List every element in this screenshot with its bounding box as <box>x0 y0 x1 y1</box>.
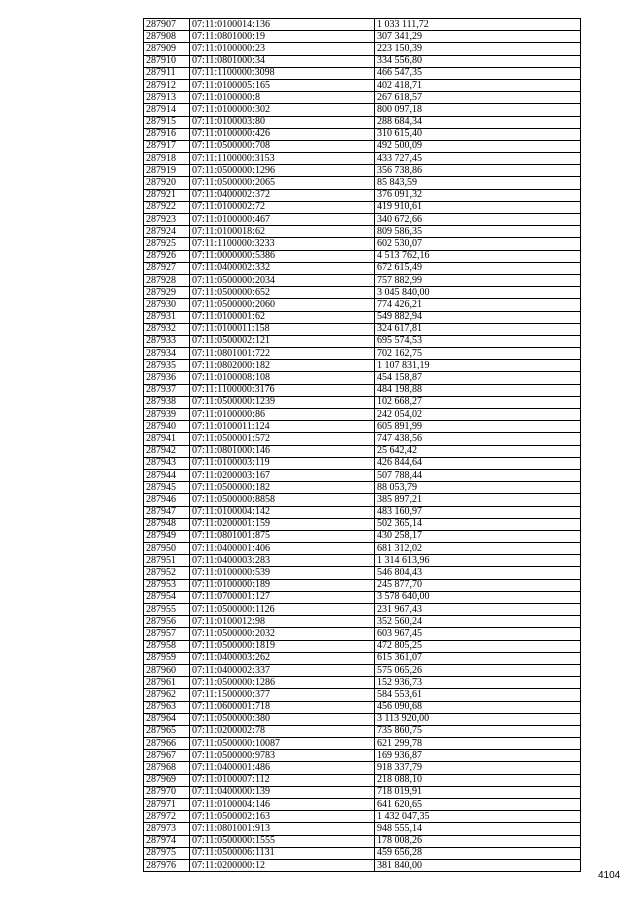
table-row <box>144 214 581 226</box>
cadastral-number-cell: 07:11:0000000:5386 <box>190 250 375 262</box>
table-row <box>144 189 581 201</box>
table-row <box>144 421 581 433</box>
row-number-cell: 287921 <box>144 189 190 201</box>
cadastral-value-cell: 324 617,81 <box>375 323 581 335</box>
cadastral-value-cell: 152 936,73 <box>375 677 581 689</box>
table-row <box>144 725 581 737</box>
table-row <box>144 579 581 591</box>
cadastral-number-cell: 07:11:0200003:167 <box>190 469 375 481</box>
cadastral-value-cell: 702 162,75 <box>375 348 581 360</box>
table-row <box>144 323 581 335</box>
cadastral-value-cell: 430 258,17 <box>375 530 581 542</box>
cadastral-number-cell: 07:11:0801001:875 <box>190 530 375 542</box>
cadastral-number-cell: 07:11:0500001:572 <box>190 433 375 445</box>
cadastral-number-cell: 07:11:0100007:112 <box>190 774 375 786</box>
table-row <box>144 238 581 250</box>
table-row <box>144 311 581 323</box>
cadastral-value-cell: 419 910,61 <box>375 201 581 213</box>
row-number-cell: 287939 <box>144 409 190 421</box>
cadastral-value-cell: 3 578 640,00 <box>375 591 581 603</box>
cadastral-value-cell: 385 897,21 <box>375 494 581 506</box>
cadastral-value-cell: 4 513 762,16 <box>375 250 581 262</box>
cadastral-number-cell: 07:11:0500000:1555 <box>190 835 375 847</box>
cadastral-value-cell: 381 840,00 <box>375 859 581 871</box>
cadastral-number-cell: 07:11:0100002:72 <box>190 201 375 213</box>
cadastral-value-cell: 3 045 840,00 <box>375 287 581 299</box>
cadastral-value-cell: 681 312,02 <box>375 543 581 555</box>
cadastral-number-cell: 07:11:0100004:146 <box>190 799 375 811</box>
cadastral-number-cell: 07:11:0100000:189 <box>190 579 375 591</box>
cadastral-number-cell: 07:11:0700001:127 <box>190 591 375 603</box>
table-row <box>144 799 581 811</box>
row-number-cell: 287948 <box>144 518 190 530</box>
cadastral-value-cell: 459 656,28 <box>375 847 581 859</box>
row-number-cell: 287923 <box>144 214 190 226</box>
cadastral-number-cell: 07:11:0500000:2065 <box>190 177 375 189</box>
table-row <box>144 652 581 664</box>
cadastral-number-cell: 07:11:0500002:121 <box>190 335 375 347</box>
table-row <box>144 433 581 445</box>
cadastral-number-cell: 07:11:0100000:86 <box>190 409 375 421</box>
table-row <box>144 128 581 140</box>
row-number-cell: 287957 <box>144 628 190 640</box>
cadastral-value-cell: 242 054,02 <box>375 409 581 421</box>
cadastral-number-cell: 07:11:0100012:98 <box>190 616 375 628</box>
page-number: 4104 <box>598 870 621 881</box>
cadastral-number-cell: 07:11:0500000:2032 <box>190 628 375 640</box>
cadastral-value-cell: 376 091,32 <box>375 189 581 201</box>
cadastral-number-cell: 07:11:0400002:337 <box>190 664 375 676</box>
cadastral-value-cell: 218 088,10 <box>375 774 581 786</box>
cadastral-number-cell: 07:11:0100011:124 <box>190 421 375 433</box>
row-number-cell: 287974 <box>144 835 190 847</box>
cadastral-number-cell: 07:11:0500000:10087 <box>190 738 375 750</box>
row-number-cell: 287976 <box>144 859 190 871</box>
cadastral-value-cell: 334 556,80 <box>375 55 581 67</box>
row-number-cell: 287929 <box>144 287 190 299</box>
cadastral-number-cell: 07:11:0100005:165 <box>190 79 375 91</box>
table-row <box>144 457 581 469</box>
row-number-cell: 287970 <box>144 786 190 798</box>
cadastral-number-cell: 07:11:0100014:136 <box>190 19 375 31</box>
cadastral-number-cell: 07:11:0801000:146 <box>190 445 375 457</box>
table-row <box>144 823 581 835</box>
row-number-cell: 287920 <box>144 177 190 189</box>
row-number-cell: 287933 <box>144 335 190 347</box>
table-row <box>144 701 581 713</box>
cadastral-number-cell: 07:11:0500000:1126 <box>190 604 375 616</box>
table-row <box>144 762 581 774</box>
table-row <box>144 835 581 847</box>
table-row <box>144 226 581 238</box>
table-row <box>144 604 581 616</box>
table-row <box>144 299 581 311</box>
cadastral-value-cell: 672 615,49 <box>375 262 581 274</box>
row-number-cell: 287956 <box>144 616 190 628</box>
row-number-cell: 287964 <box>144 713 190 725</box>
cadastral-value-cell: 466 547,35 <box>375 67 581 79</box>
cadastral-value-cell: 584 553,61 <box>375 689 581 701</box>
row-number-cell: 287909 <box>144 43 190 55</box>
cadastral-value-cell: 307 341,29 <box>375 31 581 43</box>
table-row <box>144 274 581 286</box>
cadastral-value-cell: 1 314 613,96 <box>375 555 581 567</box>
cadastral-number-cell: 07:11:1100000:3233 <box>190 238 375 250</box>
cadastral-value-cell: 267 618,57 <box>375 92 581 104</box>
cadastral-value-cell: 288 684,34 <box>375 116 581 128</box>
cadastral-number-cell: 07:11:0100000:8 <box>190 92 375 104</box>
table-row <box>144 750 581 762</box>
table-row <box>144 140 581 152</box>
cadastral-number-cell: 07:11:0400002:372 <box>190 189 375 201</box>
table-row <box>144 165 581 177</box>
table-row <box>144 555 581 567</box>
table-row <box>144 640 581 652</box>
cadastral-number-cell: 07:11:0500006:1131 <box>190 847 375 859</box>
row-number-cell: 287946 <box>144 494 190 506</box>
cadastral-number-cell: 07:11:0100011:158 <box>190 323 375 335</box>
cadastral-number-cell: 07:11:0801000:19 <box>190 31 375 43</box>
row-number-cell: 287975 <box>144 847 190 859</box>
cadastral-value-cell: 245 877,70 <box>375 579 581 591</box>
row-number-cell: 287955 <box>144 604 190 616</box>
table-row <box>144 530 581 542</box>
table-row <box>144 469 581 481</box>
row-number-cell: 287962 <box>144 689 190 701</box>
table-row <box>144 31 581 43</box>
table-row <box>144 543 581 555</box>
table-row <box>144 591 581 603</box>
table-row <box>144 335 581 347</box>
cadastral-value-cell: 402 418,71 <box>375 79 581 91</box>
row-number-cell: 287917 <box>144 140 190 152</box>
cadastral-value-cell: 575 065,26 <box>375 664 581 676</box>
cadastral-value-cell: 178 008,26 <box>375 835 581 847</box>
row-number-cell: 287924 <box>144 226 190 238</box>
cadastral-value-cell: 602 530,07 <box>375 238 581 250</box>
table-row <box>144 153 581 165</box>
row-number-cell: 287966 <box>144 738 190 750</box>
table-row <box>144 677 581 689</box>
table-row <box>144 786 581 798</box>
cadastral-number-cell: 07:11:0100003:119 <box>190 457 375 469</box>
cadastral-value-cell: 454 158,87 <box>375 372 581 384</box>
cadastral-value-cell: 1 107 831,19 <box>375 360 581 372</box>
cadastral-number-cell: 07:11:0500000:652 <box>190 287 375 299</box>
row-number-cell: 287913 <box>144 92 190 104</box>
table-row <box>144 713 581 725</box>
table-row <box>144 664 581 676</box>
row-number-cell: 287972 <box>144 811 190 823</box>
table-row <box>144 262 581 274</box>
cadastral-number-cell: 07:11:1500000:377 <box>190 689 375 701</box>
cadastral-number-cell: 07:11:1100000:3098 <box>190 67 375 79</box>
cadastral-value-cell: 809 586,35 <box>375 226 581 238</box>
cadastral-value-cell: 231 967,43 <box>375 604 581 616</box>
cadastral-number-cell: 07:11:0400001:486 <box>190 762 375 774</box>
cadastral-number-cell: 07:11:0200001:159 <box>190 518 375 530</box>
table-row <box>144 774 581 786</box>
row-number-cell: 287953 <box>144 579 190 591</box>
row-number-cell: 287936 <box>144 372 190 384</box>
row-number-cell: 287943 <box>144 457 190 469</box>
row-number-cell: 287919 <box>144 165 190 177</box>
row-number-cell: 287967 <box>144 750 190 762</box>
cadastral-value-cell: 102 668,27 <box>375 396 581 408</box>
row-number-cell: 287968 <box>144 762 190 774</box>
row-number-cell: 287959 <box>144 652 190 664</box>
row-number-cell: 287908 <box>144 31 190 43</box>
table-row <box>144 738 581 750</box>
cadastral-value-cell: 169 936,87 <box>375 750 581 762</box>
row-number-cell: 287934 <box>144 348 190 360</box>
cadastral-value-cell: 1 432 047,35 <box>375 811 581 823</box>
table-row <box>144 104 581 116</box>
cadastral-number-cell: 07:11:0100000:426 <box>190 128 375 140</box>
table-row <box>144 506 581 518</box>
cadastral-number-cell: 07:11:0500000:8858 <box>190 494 375 506</box>
cadastral-number-cell: 07:11:0801000:34 <box>190 55 375 67</box>
cadastral-number-cell: 07:11:0801001:722 <box>190 348 375 360</box>
cadastral-number-cell: 07:11:0600001:718 <box>190 701 375 713</box>
row-number-cell: 287944 <box>144 469 190 481</box>
cadastral-value-cell: 615 361,07 <box>375 652 581 664</box>
table-row <box>144 177 581 189</box>
row-number-cell: 287927 <box>144 262 190 274</box>
cadastral-value-cell: 800 097,18 <box>375 104 581 116</box>
row-number-cell: 287952 <box>144 567 190 579</box>
cadastral-number-cell: 07:11:1100000:3176 <box>190 384 375 396</box>
cadastral-value-cell: 603 967,45 <box>375 628 581 640</box>
table-row <box>144 67 581 79</box>
cadastral-number-cell: 07:11:0400002:332 <box>190 262 375 274</box>
cadastral-value-cell: 1 033 111,72 <box>375 19 581 31</box>
cadastral-number-cell: 07:11:0500000:380 <box>190 713 375 725</box>
row-number-cell: 287925 <box>144 238 190 250</box>
row-number-cell: 287916 <box>144 128 190 140</box>
row-number-cell: 287942 <box>144 445 190 457</box>
cadastral-value-cell: 757 882,99 <box>375 274 581 286</box>
cadastral-value-cell: 356 738,86 <box>375 165 581 177</box>
table-row <box>144 360 581 372</box>
cadastral-number-cell: 07:11:0400003:262 <box>190 652 375 664</box>
cadastral-number-cell: 07:11:0400001:406 <box>190 543 375 555</box>
cadastral-value-cell: 25 642,42 <box>375 445 581 457</box>
table-row <box>144 811 581 823</box>
cadastral-number-cell: 07:11:0100003:80 <box>190 116 375 128</box>
cadastral-number-cell: 07:11:0500000:1819 <box>190 640 375 652</box>
row-number-cell: 287965 <box>144 725 190 737</box>
row-number-cell: 287918 <box>144 153 190 165</box>
cadastral-value-cell: 88 053,79 <box>375 482 581 494</box>
row-number-cell: 287907 <box>144 19 190 31</box>
table-row <box>144 482 581 494</box>
table-row <box>144 384 581 396</box>
row-number-cell: 287961 <box>144 677 190 689</box>
cadastral-value-cell: 918 337,79 <box>375 762 581 774</box>
row-number-cell: 287940 <box>144 421 190 433</box>
row-number-cell: 287928 <box>144 274 190 286</box>
row-number-cell: 287932 <box>144 323 190 335</box>
row-number-cell: 287945 <box>144 482 190 494</box>
cadastral-number-cell: 07:11:0500000:1286 <box>190 677 375 689</box>
cadastral-number-cell: 07:11:0500000:2060 <box>190 299 375 311</box>
cadastral-number-cell: 07:11:0100018:62 <box>190 226 375 238</box>
table-row <box>144 494 581 506</box>
table-row <box>144 372 581 384</box>
cadastral-value-cell: 310 615,40 <box>375 128 581 140</box>
table-row <box>144 250 581 262</box>
cadastral-value-cell: 492 500,09 <box>375 140 581 152</box>
row-number-cell: 287954 <box>144 591 190 603</box>
cadastral-value-cell: 507 788,44 <box>375 469 581 481</box>
row-number-cell: 287947 <box>144 506 190 518</box>
cadastral-value-cell: 695 574,53 <box>375 335 581 347</box>
table-row <box>144 847 581 859</box>
table-row <box>144 518 581 530</box>
table-row <box>144 396 581 408</box>
row-number-cell: 287930 <box>144 299 190 311</box>
table-body <box>144 19 581 872</box>
row-number-cell: 287911 <box>144 67 190 79</box>
cadastral-number-cell: 07:11:0100000:23 <box>190 43 375 55</box>
cadastral-number-cell: 07:11:0100000:302 <box>190 104 375 116</box>
cadastral-number-cell: 07:11:1100000:3153 <box>190 153 375 165</box>
table-row <box>144 287 581 299</box>
cadastral-value-cell: 641 620,65 <box>375 799 581 811</box>
cadastral-value-cell: 340 672,66 <box>375 214 581 226</box>
table-row <box>144 92 581 104</box>
row-number-cell: 287941 <box>144 433 190 445</box>
cadastral-number-cell: 07:11:0200002:78 <box>190 725 375 737</box>
cadastral-value-cell: 502 365,14 <box>375 518 581 530</box>
cadastral-value-cell: 549 882,94 <box>375 311 581 323</box>
table-row <box>144 616 581 628</box>
row-number-cell: 287938 <box>144 396 190 408</box>
cadastral-number-cell: 07:11:0400003:283 <box>190 555 375 567</box>
cadastral-value-cell: 546 804,43 <box>375 567 581 579</box>
cadastral-number-cell: 07:11:0802000:182 <box>190 360 375 372</box>
cadastral-number-cell: 07:11:0801001:913 <box>190 823 375 835</box>
row-number-cell: 287935 <box>144 360 190 372</box>
cadastral-value-cell: 605 891,99 <box>375 421 581 433</box>
table-row <box>144 19 581 31</box>
row-number-cell: 287951 <box>144 555 190 567</box>
cadastral-value-cell: 621 299,78 <box>375 738 581 750</box>
cadastral-value-cell: 426 844,64 <box>375 457 581 469</box>
cadastral-number-cell: 07:11:0100000:539 <box>190 567 375 579</box>
table-row <box>144 116 581 128</box>
cadastral-number-cell: 07:11:0100001:62 <box>190 311 375 323</box>
cadastral-value-cell: 433 727,45 <box>375 153 581 165</box>
cadastral-number-cell: 07:11:0500000:1239 <box>190 396 375 408</box>
cadastral-value-cell: 223 150,39 <box>375 43 581 55</box>
row-number-cell: 287973 <box>144 823 190 835</box>
cadastral-number-cell: 07:11:0200000:12 <box>190 859 375 871</box>
table-row <box>144 79 581 91</box>
cadastral-value-cell: 456 090,68 <box>375 701 581 713</box>
row-number-cell: 287915 <box>144 116 190 128</box>
table-row <box>144 348 581 360</box>
row-number-cell: 287958 <box>144 640 190 652</box>
cadastral-number-cell: 07:11:0100008:108 <box>190 372 375 384</box>
cadastral-value-cell: 948 555,14 <box>375 823 581 835</box>
table-row <box>144 859 581 871</box>
table-row <box>144 445 581 457</box>
row-number-cell: 287922 <box>144 201 190 213</box>
row-number-cell: 287931 <box>144 311 190 323</box>
table-row <box>144 567 581 579</box>
cadastral-value-cell: 352 560,24 <box>375 616 581 628</box>
cadastral-value-table <box>143 18 581 872</box>
table-row <box>144 43 581 55</box>
cadastral-value-cell: 735 860,75 <box>375 725 581 737</box>
row-number-cell: 287910 <box>144 55 190 67</box>
cadastral-number-cell: 07:11:0100000:467 <box>190 214 375 226</box>
cadastral-number-cell: 07:11:0500002:163 <box>190 811 375 823</box>
table-row <box>144 628 581 640</box>
row-number-cell: 287971 <box>144 799 190 811</box>
cadastral-number-cell: 07:11:0500000:182 <box>190 482 375 494</box>
row-number-cell: 287950 <box>144 543 190 555</box>
row-number-cell: 287912 <box>144 79 190 91</box>
cadastral-value-cell: 747 438,56 <box>375 433 581 445</box>
row-number-cell: 287960 <box>144 664 190 676</box>
row-number-cell: 287926 <box>144 250 190 262</box>
cadastral-value-cell: 472 805,25 <box>375 640 581 652</box>
cadastral-number-cell: 07:11:0500000:1296 <box>190 165 375 177</box>
row-number-cell: 287963 <box>144 701 190 713</box>
table-row <box>144 689 581 701</box>
cadastral-value-cell: 774 426,21 <box>375 299 581 311</box>
cadastral-number-cell: 07:11:0100004:142 <box>190 506 375 518</box>
row-number-cell: 287937 <box>144 384 190 396</box>
table-row <box>144 201 581 213</box>
cadastral-value-cell: 484 198,88 <box>375 384 581 396</box>
row-number-cell: 287914 <box>144 104 190 116</box>
cadastral-value-cell: 85 843,59 <box>375 177 581 189</box>
cadastral-value-cell: 718 019,91 <box>375 786 581 798</box>
cadastral-number-cell: 07:11:0400000:139 <box>190 786 375 798</box>
row-number-cell: 287949 <box>144 530 190 542</box>
cadastral-value-cell: 3 113 920,00 <box>375 713 581 725</box>
table-row <box>144 55 581 67</box>
table-row <box>144 409 581 421</box>
cadastral-value-cell: 483 160,97 <box>375 506 581 518</box>
cadastral-number-cell: 07:11:0500000:708 <box>190 140 375 152</box>
cadastral-number-cell: 07:11:0500000:9783 <box>190 750 375 762</box>
row-number-cell: 287969 <box>144 774 190 786</box>
cadastral-number-cell: 07:11:0500000:2034 <box>190 274 375 286</box>
